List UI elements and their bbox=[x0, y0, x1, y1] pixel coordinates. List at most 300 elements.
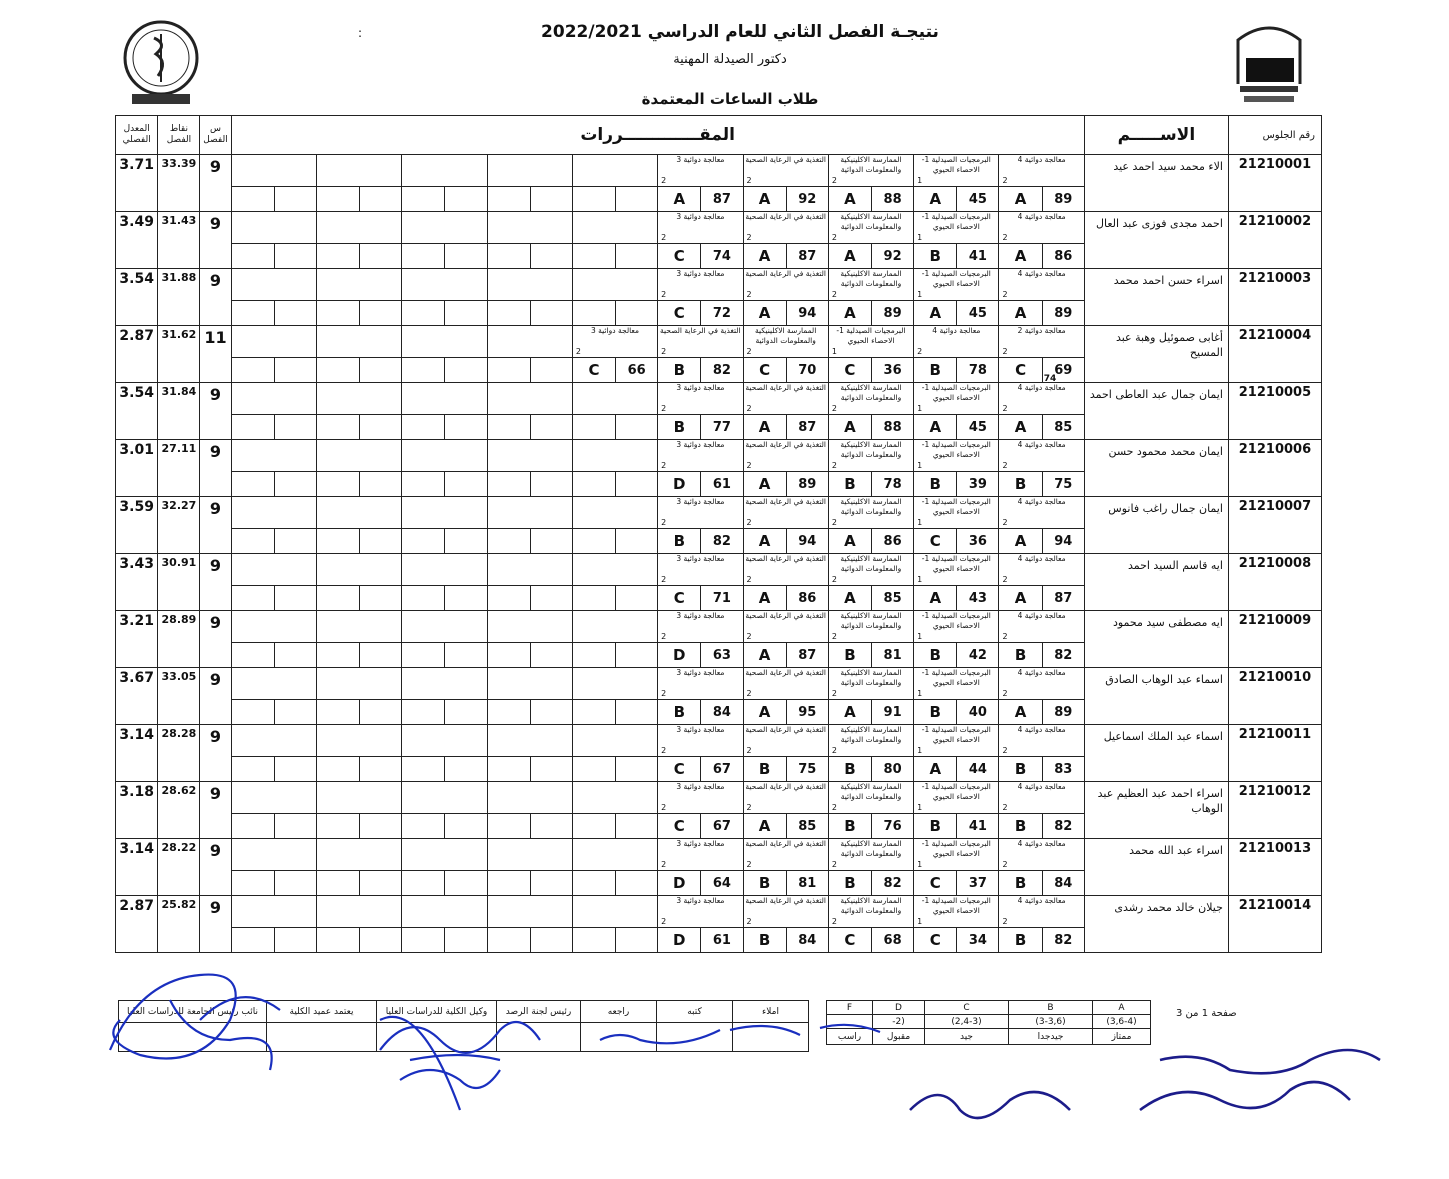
course-grade bbox=[572, 415, 615, 440]
course-name: البرمجيات الصيدلية 1- الاحصاء الحيوي bbox=[921, 269, 991, 288]
course-name-cell bbox=[316, 725, 401, 757]
student-row bbox=[116, 155, 1322, 187]
student-row bbox=[116, 725, 1322, 757]
semester-hours: 9 bbox=[200, 212, 231, 269]
student-row bbox=[116, 554, 1322, 586]
course-hours: 1 bbox=[917, 461, 923, 470]
course-score: 86 bbox=[872, 529, 914, 554]
seat-number: 21210005 bbox=[1228, 383, 1321, 440]
seat-number: 21210013 bbox=[1228, 839, 1321, 896]
course-grade: A bbox=[743, 814, 786, 839]
course-score bbox=[274, 415, 316, 440]
course-name: التغذية في الرعاية الصحية bbox=[660, 326, 741, 335]
course-name: الممارسة الاكلينيكية والمعلومات الدوائية bbox=[840, 269, 902, 288]
seat-number: 21210014 bbox=[1228, 896, 1321, 953]
course-name-cell bbox=[572, 839, 657, 871]
course-hours: 2 bbox=[831, 917, 837, 926]
student-group: طلاب الساعات المعتمدة bbox=[641, 90, 819, 108]
course-name-cell bbox=[658, 269, 743, 301]
course-grade: C bbox=[999, 358, 1042, 383]
course-score bbox=[1042, 358, 1084, 383]
course-grade: B bbox=[914, 472, 957, 497]
student-row bbox=[116, 383, 1322, 415]
signature-label: راجعه bbox=[581, 1001, 657, 1023]
student-row bbox=[116, 896, 1322, 928]
course-name: الممارسة الاكلينيكية والمعلومات الدوائية bbox=[840, 896, 902, 915]
student-row bbox=[116, 668, 1322, 700]
program-name: دكتور الصيدلة المهنية bbox=[673, 52, 787, 67]
course-name: البرمجيات الصيدلية 1- الاحصاء الحيوي bbox=[921, 782, 991, 801]
semester-hours: 11 bbox=[200, 326, 231, 383]
seat-number: 21210001 bbox=[1228, 155, 1321, 212]
course-hours: 2 bbox=[831, 233, 837, 242]
course-name-cell bbox=[743, 497, 828, 529]
course-grade: A bbox=[999, 415, 1042, 440]
course-grade: A bbox=[914, 757, 957, 782]
course-name-cell bbox=[999, 611, 1084, 643]
course-name-cell bbox=[402, 383, 487, 415]
course-grade bbox=[572, 757, 615, 782]
course-name-cell bbox=[487, 155, 572, 187]
course-grade bbox=[316, 358, 359, 383]
course-grade: A bbox=[914, 586, 957, 611]
course-name-cell bbox=[828, 554, 913, 586]
course-score: 94 bbox=[1042, 529, 1084, 554]
seat-number: 21210009 bbox=[1228, 611, 1321, 668]
course-name: البرمجيات الصيدلية 1- الاحصاء الحيوي bbox=[921, 212, 991, 231]
course-score: 37 bbox=[957, 871, 999, 896]
course-name: معالجة دوائية 4 bbox=[1017, 440, 1066, 449]
course-hours: 2 bbox=[661, 689, 667, 698]
semester-gpa: 2.87 bbox=[116, 326, 158, 383]
course-name: التغذية في الرعاية الصحية bbox=[745, 212, 826, 221]
course-score bbox=[616, 700, 658, 725]
course-hours: 1 bbox=[917, 917, 923, 926]
course-grade: A bbox=[828, 187, 871, 212]
course-name-cell bbox=[316, 554, 401, 586]
course-grade: B bbox=[658, 529, 701, 554]
semester-points: 32.27 bbox=[158, 497, 200, 554]
course-grade bbox=[487, 187, 530, 212]
semester-gpa: 3.54 bbox=[116, 269, 158, 326]
course-name-cell bbox=[402, 155, 487, 187]
course-name: الممارسة الاكلينيكية والمعلومات الدوائية bbox=[840, 725, 902, 744]
course-grade bbox=[402, 757, 445, 782]
course-grade: A bbox=[743, 586, 786, 611]
course-name: البرمجيات الصيدلية 1- الاحصاء الحيوي bbox=[921, 497, 991, 516]
university-logo bbox=[1226, 14, 1312, 106]
course-hours: 1 bbox=[917, 176, 923, 185]
course-score: 81 bbox=[872, 643, 914, 668]
course-name-cell bbox=[999, 725, 1084, 757]
course-score bbox=[445, 301, 487, 326]
course-name: معالجة دوائية 4 bbox=[1017, 383, 1066, 392]
course-name-cell bbox=[572, 383, 657, 415]
course-grade bbox=[231, 187, 274, 212]
course-score: 89 bbox=[1042, 301, 1084, 326]
course-name-cell bbox=[743, 383, 828, 415]
course-grade bbox=[402, 871, 445, 896]
course-score: 68 bbox=[872, 928, 914, 953]
course-name-cell bbox=[658, 611, 743, 643]
course-score bbox=[530, 187, 572, 212]
course-name-cell bbox=[572, 725, 657, 757]
course-hours: 2 bbox=[746, 860, 752, 869]
course-hours: 2 bbox=[1002, 689, 1008, 698]
course-name-cell bbox=[316, 611, 401, 643]
semester-points: 33.05 bbox=[158, 668, 200, 725]
course-name-cell bbox=[402, 668, 487, 700]
course-grade: A bbox=[999, 529, 1042, 554]
course-score bbox=[360, 871, 402, 896]
course-name: معالجة دوائية 3 bbox=[676, 554, 725, 563]
course-name-cell bbox=[658, 896, 743, 928]
course-score bbox=[360, 187, 402, 212]
semester-hours: 9 bbox=[200, 554, 231, 611]
course-hours: 1 bbox=[917, 632, 923, 641]
course-name-cell bbox=[572, 326, 657, 358]
course-name-cell bbox=[658, 725, 743, 757]
course-name-cell bbox=[743, 440, 828, 472]
course-score: 85 bbox=[1042, 415, 1084, 440]
course-score: 80 bbox=[872, 757, 914, 782]
course-score: 85 bbox=[872, 586, 914, 611]
course-hours: 2 bbox=[831, 746, 837, 755]
grade-scale-letter: F bbox=[827, 1001, 873, 1015]
course-name-cell bbox=[999, 896, 1084, 928]
course-name-cell bbox=[316, 668, 401, 700]
course-score: 87 bbox=[1042, 586, 1084, 611]
course-name: معالجة دوائية 4 bbox=[1017, 725, 1066, 734]
course-hours: 1 bbox=[917, 518, 923, 527]
course-score bbox=[274, 700, 316, 725]
course-score: 86 bbox=[786, 586, 828, 611]
course-hours: 2 bbox=[746, 290, 752, 299]
course-name-cell bbox=[999, 554, 1084, 586]
course-name-cell bbox=[487, 326, 572, 358]
course-score: 92 bbox=[872, 244, 914, 269]
course-hours: 2 bbox=[1002, 575, 1008, 584]
course-hours: 2 bbox=[917, 347, 923, 356]
course-grade bbox=[487, 928, 530, 953]
course-name: معالجة دوائية 3 bbox=[676, 668, 725, 677]
course-name-cell bbox=[914, 896, 999, 928]
course-score bbox=[360, 301, 402, 326]
course-grade bbox=[487, 358, 530, 383]
course-grade bbox=[487, 529, 530, 554]
grade-scale-label: جيد bbox=[925, 1029, 1009, 1045]
grade-scale-letter: A bbox=[1093, 1001, 1151, 1015]
course-name-cell bbox=[487, 725, 572, 757]
course-grade: C bbox=[828, 928, 871, 953]
signature-label: نائب رئيس الجامعة للدراسات العليا bbox=[119, 1001, 267, 1023]
semester-gpa: 3.67 bbox=[116, 668, 158, 725]
course-grade: A bbox=[999, 187, 1042, 212]
course-grade bbox=[316, 814, 359, 839]
course-grade: B bbox=[999, 814, 1042, 839]
course-score bbox=[530, 301, 572, 326]
course-hours: 2 bbox=[1002, 233, 1008, 242]
course-name: التغذية في الرعاية الصحية bbox=[745, 554, 826, 563]
course-name: البرمجيات الصيدلية 1- الاحصاء الحيوي bbox=[921, 725, 991, 744]
course-hours: 2 bbox=[1002, 176, 1008, 185]
courses-header: المقـــــــــــــررات bbox=[231, 116, 1084, 155]
course-score bbox=[360, 586, 402, 611]
course-name-cell bbox=[231, 440, 316, 472]
course-name-cell bbox=[402, 497, 487, 529]
student-name: ايمان جمال راغب فانوس bbox=[1084, 497, 1228, 554]
course-score bbox=[360, 643, 402, 668]
course-hours: 2 bbox=[831, 632, 837, 641]
course-score bbox=[445, 700, 487, 725]
course-hours: 2 bbox=[1002, 917, 1008, 926]
course-score bbox=[616, 757, 658, 782]
course-score: 61 bbox=[701, 928, 743, 953]
course-grade: C bbox=[914, 928, 957, 953]
course-name-cell bbox=[658, 440, 743, 472]
course-name-cell bbox=[914, 155, 999, 187]
course-score bbox=[445, 871, 487, 896]
course-hours: 2 bbox=[661, 176, 667, 185]
course-grade: B bbox=[914, 700, 957, 725]
semester-points: 25.82 bbox=[158, 896, 200, 953]
course-name: معالجة دوائية 4 bbox=[1017, 497, 1066, 506]
course-grade: A bbox=[999, 700, 1042, 725]
course-grade bbox=[487, 586, 530, 611]
course-score bbox=[445, 928, 487, 953]
course-name-cell bbox=[487, 896, 572, 928]
course-name: التغذية في الرعاية الصحية bbox=[745, 497, 826, 506]
course-score bbox=[616, 586, 658, 611]
course-hours: 1 bbox=[917, 803, 923, 812]
course-hours: 2 bbox=[661, 803, 667, 812]
seat-number: 21210004 bbox=[1228, 326, 1321, 383]
course-name-cell bbox=[914, 839, 999, 871]
course-grade bbox=[402, 643, 445, 668]
course-grade: C bbox=[828, 358, 871, 383]
course-grade: D bbox=[658, 472, 701, 497]
course-name-cell bbox=[231, 212, 316, 244]
course-name-cell bbox=[743, 212, 828, 244]
course-grade: B bbox=[828, 871, 871, 896]
course-grade: B bbox=[999, 643, 1042, 668]
course-score bbox=[616, 187, 658, 212]
course-name-cell bbox=[402, 440, 487, 472]
course-name-cell bbox=[316, 497, 401, 529]
course-grade bbox=[231, 472, 274, 497]
course-grade: C bbox=[658, 757, 701, 782]
course-grade bbox=[487, 814, 530, 839]
course-name-cell bbox=[572, 668, 657, 700]
course-score bbox=[360, 529, 402, 554]
semester-points: 28.22 bbox=[158, 839, 200, 896]
course-score: 82 bbox=[872, 871, 914, 896]
course-score: 89 bbox=[786, 472, 828, 497]
course-score: 87 bbox=[786, 415, 828, 440]
course-score bbox=[274, 871, 316, 896]
course-name: التغذية في الرعاية الصحية bbox=[745, 611, 826, 620]
course-name-cell bbox=[487, 782, 572, 814]
course-score bbox=[530, 472, 572, 497]
course-grade bbox=[231, 586, 274, 611]
course-name-cell bbox=[231, 782, 316, 814]
course-grade bbox=[402, 358, 445, 383]
course-grade: A bbox=[999, 244, 1042, 269]
course-name: معالجة دوائية 3 bbox=[676, 269, 725, 278]
course-score bbox=[616, 871, 658, 896]
course-grade: C bbox=[572, 358, 615, 383]
course-grade bbox=[402, 586, 445, 611]
semester-gpa: 3.21 bbox=[116, 611, 158, 668]
course-grade bbox=[402, 928, 445, 953]
course-grade bbox=[402, 187, 445, 212]
semester-gpa: 3.14 bbox=[116, 839, 158, 896]
course-name-cell bbox=[316, 896, 401, 928]
course-grade bbox=[231, 415, 274, 440]
course-score: 82 bbox=[1042, 643, 1084, 668]
student-row bbox=[116, 326, 1322, 358]
course-score bbox=[274, 358, 316, 383]
course-score: 92 bbox=[786, 187, 828, 212]
course-grade: A bbox=[743, 187, 786, 212]
course-name-cell bbox=[743, 839, 828, 871]
course-score bbox=[360, 757, 402, 782]
course-name-cell bbox=[828, 269, 913, 301]
course-name-cell bbox=[914, 212, 999, 244]
course-name-cell bbox=[999, 839, 1084, 871]
semester-hours: 9 bbox=[200, 896, 231, 953]
course-name-cell bbox=[743, 782, 828, 814]
course-score bbox=[530, 358, 572, 383]
course-grade: C bbox=[914, 871, 957, 896]
course-hours: 2 bbox=[746, 461, 752, 470]
course-hours: 2 bbox=[831, 575, 837, 584]
course-grade: A bbox=[999, 301, 1042, 326]
student-row bbox=[116, 497, 1322, 529]
course-hours: 2 bbox=[746, 689, 752, 698]
course-score: 82 bbox=[701, 358, 743, 383]
course-grade bbox=[316, 757, 359, 782]
course-grade: C bbox=[743, 358, 786, 383]
course-hours: 1 bbox=[917, 404, 923, 413]
course-name: التغذية في الرعاية الصحية bbox=[745, 896, 826, 905]
student-row bbox=[116, 440, 1322, 472]
results-body bbox=[116, 155, 1322, 953]
course-hours: 2 bbox=[661, 917, 667, 926]
course-name-cell bbox=[658, 383, 743, 415]
course-hours: 2 bbox=[746, 347, 752, 356]
course-score: 82 bbox=[701, 529, 743, 554]
course-name: معالجة دوائية 4 bbox=[1017, 839, 1066, 848]
course-score: 66 bbox=[616, 358, 658, 383]
course-grade bbox=[572, 187, 615, 212]
course-name-cell bbox=[999, 269, 1084, 301]
course-name-cell bbox=[658, 839, 743, 871]
course-grade: D bbox=[658, 643, 701, 668]
grade-scale-label: مقبول bbox=[873, 1029, 925, 1045]
course-name-cell bbox=[828, 668, 913, 700]
course-score: 91 bbox=[872, 700, 914, 725]
course-name-cell bbox=[572, 554, 657, 586]
course-score bbox=[530, 529, 572, 554]
course-score: 89 bbox=[1042, 187, 1084, 212]
course-score: 88 bbox=[872, 415, 914, 440]
course-name-cell bbox=[999, 440, 1084, 472]
course-name-cell bbox=[231, 269, 316, 301]
course-name-cell bbox=[231, 155, 316, 187]
course-name: البرمجيات الصيدلية 1- الاحصاء الحيوي bbox=[921, 383, 991, 402]
document-title: نتيجـة الفصل الثاني للعام الدراسي 2022/2021 bbox=[541, 22, 939, 42]
grade-scale-letter: D bbox=[873, 1001, 925, 1015]
grade-scale-label: ممتاز bbox=[1093, 1029, 1151, 1045]
course-grade: A bbox=[828, 529, 871, 554]
course-score: 95 bbox=[786, 700, 828, 725]
course-grade: A bbox=[828, 301, 871, 326]
course-name-cell bbox=[402, 326, 487, 358]
student-name: احمد مجدى فوزى عبد العال bbox=[1084, 212, 1228, 269]
course-name: معالجة دوائية 3 bbox=[676, 497, 725, 506]
course-hours: 2 bbox=[1002, 461, 1008, 470]
course-score bbox=[530, 700, 572, 725]
course-name: البرمجيات الصيدلية 1- الاحصاء الحيوي bbox=[921, 839, 991, 858]
course-grade: B bbox=[999, 871, 1042, 896]
grade-scale-range: (3-3,6) bbox=[1009, 1015, 1093, 1029]
course-grade bbox=[231, 643, 274, 668]
course-grade bbox=[231, 301, 274, 326]
course-score: 89 bbox=[1042, 700, 1084, 725]
course-grade: B bbox=[828, 643, 871, 668]
course-name-cell bbox=[914, 497, 999, 529]
signature-label: رئيس لجنة الرصد bbox=[497, 1001, 581, 1023]
course-name-cell bbox=[743, 668, 828, 700]
grade-scale-range: (2,4-3) bbox=[925, 1015, 1009, 1029]
course-hours: 2 bbox=[746, 632, 752, 641]
course-name-cell bbox=[743, 326, 828, 358]
course-score bbox=[274, 757, 316, 782]
course-name-cell bbox=[828, 497, 913, 529]
course-score bbox=[445, 814, 487, 839]
course-name-cell bbox=[658, 497, 743, 529]
course-grade bbox=[487, 700, 530, 725]
course-name-cell bbox=[231, 668, 316, 700]
course-hours: 2 bbox=[831, 860, 837, 869]
course-name-cell bbox=[316, 212, 401, 244]
course-hours: 2 bbox=[661, 347, 667, 356]
student-row bbox=[116, 782, 1322, 814]
seat-header: رقم الجلوس bbox=[1228, 116, 1321, 155]
course-name-cell bbox=[828, 212, 913, 244]
semester-gpa: 3.18 bbox=[116, 782, 158, 839]
seat-number: 21210010 bbox=[1228, 668, 1321, 725]
course-score: 88 bbox=[872, 187, 914, 212]
course-hours: 2 bbox=[746, 917, 752, 926]
course-grade: B bbox=[658, 358, 701, 383]
course-hours: 2 bbox=[831, 518, 837, 527]
course-grade: B bbox=[828, 757, 871, 782]
course-hours: 2 bbox=[661, 860, 667, 869]
course-grade: C bbox=[658, 301, 701, 326]
seat-number: 21210002 bbox=[1228, 212, 1321, 269]
course-name: التغذية في الرعاية الصحية bbox=[745, 668, 826, 677]
course-name: معالجة دوائية 4 bbox=[1017, 212, 1066, 221]
course-grade: A bbox=[828, 700, 871, 725]
course-hours: 2 bbox=[1002, 632, 1008, 641]
course-grade bbox=[487, 871, 530, 896]
course-name-cell bbox=[743, 554, 828, 586]
grade-scale-label: جيدجدا bbox=[1009, 1029, 1093, 1045]
signature-label: وكيل الكلية للدراسات العليا bbox=[377, 1001, 497, 1023]
course-hours: 1 bbox=[917, 860, 923, 869]
